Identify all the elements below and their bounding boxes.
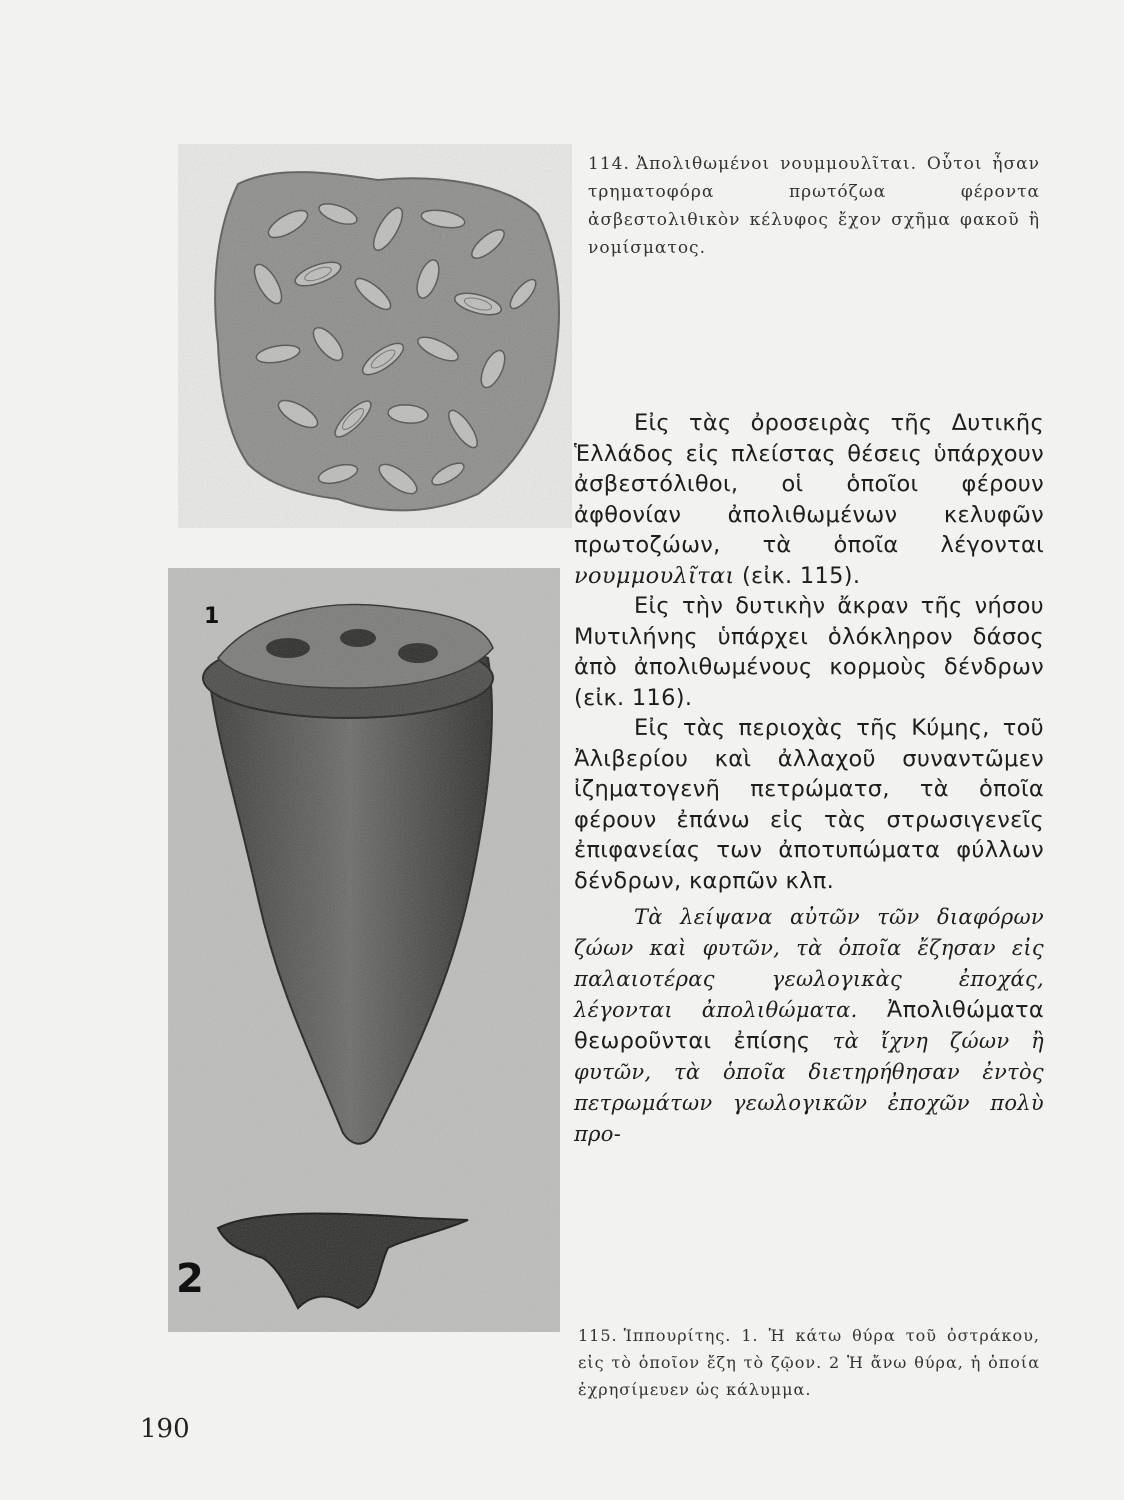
hippurites-photo	[168, 568, 560, 1332]
nummulites-photo	[178, 144, 572, 528]
paragraph-4-part-a: Τὰ λείψανα αὐτῶν τῶν διαφόρων ζώων καὶ φυτῶν, τὰ ὁποῖα ἔζησαν εἰς παλαιοτέρας γεωλογικὰς ἐποχάς, λέγονται ἀπολιθώματα.	[574, 905, 1044, 1022]
paragraph-4-part-b: Ἀπολιθώματα θεωροῦνται ἐπίσης	[574, 997, 1044, 1054]
paragraph-fossils-definition	[574, 902, 1044, 1150]
paragraph-4-part-c: τὰ ἴχνη ζώων ἢ φυτῶν, τὰ ὁποῖα διετηρήθησαν ἐντὸς πετρωμάτων γεωλογικῶν ἐποχῶν πολὺ προ-	[574, 1029, 1044, 1146]
paragraph-mytilene: Εἰς τὴν δυτικὴν ἄκραν τῆς νήσου Μυτιλήνης ὑπάρχει ὁλόκληρον δάσος ἀπὸ ἀπολιθωμένους κορμοὺς δένδρων (εἰκ. 116).	[574, 593, 1044, 711]
paragraph-kymi: Εἰς τὰς περιοχὰς τῆς Κύμης, τοῦ Ἀλιβερίου καὶ ἀλλαχοῦ συναντῶμεν ἰζηματογενῆ πετρώματσ, τὰ ὁποῖα φέρουν ἐπάνω εἰς τὰς στρωσιγενεῖς ἐπιφανείας των ἀποτυπώματα φύλλων δένδρων, καρπῶν κλπ.	[574, 715, 1044, 894]
term-nummulites: νουμμουλῖται	[574, 562, 735, 589]
figure-115-label-1: 1	[204, 604, 220, 629]
paragraph-1-part-b: (εἰκ. 115).	[734, 562, 861, 589]
page-number: 190	[140, 1414, 190, 1444]
paragraph-1-part-a: Εἰς τὰς ὀροσειρὰς τῆς Δυτικῆς Ἑλλάδος εἰς πλείστας θέσεις ὑπάρχουν ἀσβεστόλιθοι, οἱ ὁποῖοι φέρουν ἀφθονίαν ἀπολιθωμένων κελυφῶν πρωτοζώων, τὰ ὁποῖα λέγονται	[574, 410, 1044, 558]
figure-114-caption-text: Ἀπολιθωμένοι νουμμουλῖται. Οὗτοι ἦσαν τρηματοφόρα πρωτόζωα φέροντα ἀσβεστολιθικὸν κέλυφος ἔχον σχῆμα φακοῦ ἢ νομίσματος.	[588, 154, 1040, 258]
body-text	[574, 408, 1044, 1150]
figure-115-caption	[578, 1322, 1040, 1403]
figure-114-caption	[588, 150, 1040, 262]
paragraph-nummulites	[574, 408, 1044, 591]
figure-115-caption-text: Ἱππουρίτης. 1. Ἡ κάτω θύρα τοῦ ὀστράκου, εἰς τὸ ὁποῖον ἔζη τὸ ζῷον. 2 Ἡ ἄνω θύρα, ἡ ὁποία ἐχρησίμευεν ὡς κάλυμμα.	[578, 1326, 1040, 1399]
figure-115-number: 115.	[578, 1326, 618, 1345]
figure-114-number: 114.	[588, 154, 630, 174]
figure-115-label-2: 2	[176, 1256, 204, 1302]
